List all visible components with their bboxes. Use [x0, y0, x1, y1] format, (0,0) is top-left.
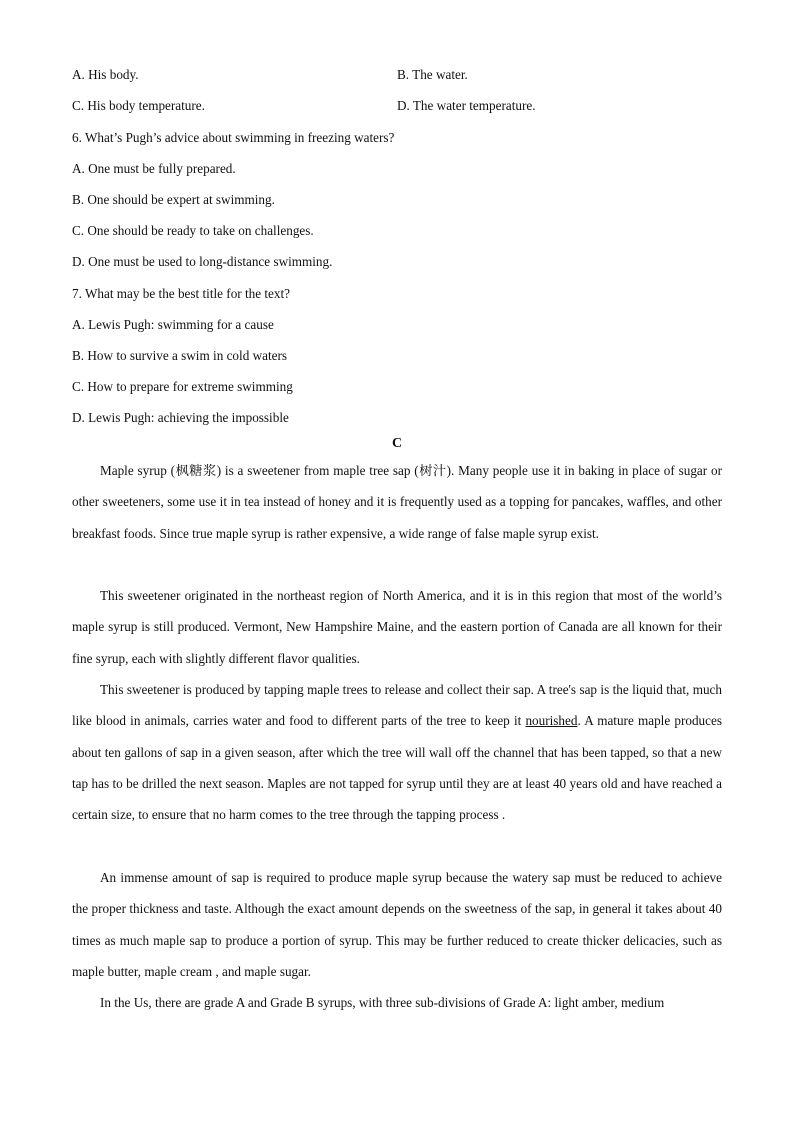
q7-option-b: B. How to survive a swim in cold waters	[72, 348, 287, 363]
q7-option-d: D. Lewis Pugh: achieving the impossible	[72, 410, 289, 425]
passage-paragraph-1: Maple syrup (枫糖浆) is a sweetener from maple tree sap (树汁). Many people use it in baking in place of sugar or other sweeteners, some use it in tea instead of honey and it is frequently used as a topping for pancakes, waffles, and other breakfast foods. Since true maple syrup is rather expensive, a wide range of false maple syrup exist.	[72, 463, 722, 541]
q5-option-c: C. His body temperature.	[72, 98, 205, 113]
underlined-word-nourished: nourished	[525, 713, 578, 729]
passage-paragraph-4: An immense amount of sap is required to produce maple syrup because the watery sap must be reduced to achieve the proper thickness and taste. Although the exact amount depends on the sweetness of the sap, in general it takes about 40 times as much maple sap to produce a portion of syrup. This may be further reduced to create thicker delicacies, such as maple butter, maple cream , and maple sugar.	[72, 870, 722, 979]
q6-question: 6. What’s Pugh’s advice about swimming in freezing waters?	[72, 130, 395, 145]
passage-paragraph-2: This sweetener originated in the northeast region of North America, and it is in this region that most of the world’s maple syrup is still produced. Vermont, New Hampshire Maine, and the eastern portion of Canada are all known for their fine syrup, each with slightly different flavor qualities.	[72, 588, 722, 666]
paragraph-3-text-start: This sweetener is produced by tapping maple trees to release and collect their sap. A tree's sap is the liquid that, much like blood in animals, carries water and food to different parts of the tree to keep it	[72, 682, 722, 729]
q5-option-a: A. His body.	[72, 67, 139, 82]
q6-option-b: B. One should be expert at swimming.	[72, 192, 275, 207]
q6-option-d: D. One must be used to long-distance swimming.	[72, 254, 333, 269]
q7-question: 7. What may be the best title for the text?	[72, 286, 291, 301]
passage-paragraph-3	[72, 674, 722, 830]
q6-option-a: A. One must be fully prepared.	[72, 161, 236, 176]
passage-paragraph-5: In the Us, there are grade A and Grade B syrups, with three sub-divisions of Grade A: light amber, medium	[100, 995, 665, 1010]
q5-option-d: D. The water temperature.	[397, 98, 536, 113]
passage-heading: C	[391, 436, 403, 451]
q7-option-c: C. How to prepare for extreme swimming	[72, 379, 293, 394]
paragraph-3-text-end: . A mature maple produces about ten gallons of sap in a given season, after which the tree will wall off the channel that has been tapped, so that a new tap has to be drilled the next season. Maples are not tapped for syrup until they are at least 40 years old and have reached a certain size, to ensure that no harm comes to the tree through the tapping process .	[72, 713, 722, 823]
q6-option-c: C. One should be ready to take on challenges.	[72, 223, 314, 238]
q5-option-b: B. The water.	[397, 67, 468, 82]
q7-option-a: A. Lewis Pugh: swimming for a cause	[72, 317, 274, 332]
